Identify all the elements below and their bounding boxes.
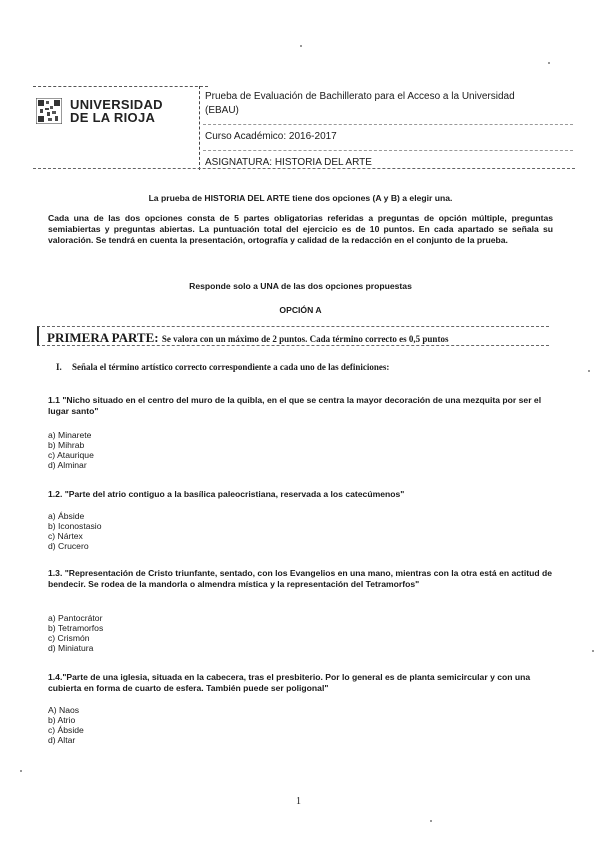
university-crest-icon	[36, 98, 62, 124]
exam-header	[33, 86, 575, 170]
university-name-line2: DE LA RIOJA	[70, 110, 156, 125]
question-1-2-options	[48, 511, 102, 551]
part-one-banner	[37, 326, 549, 346]
question-1-4-options	[48, 705, 84, 745]
option-item: d) Miniatura	[48, 643, 94, 653]
option-item: b) Mihrab	[48, 440, 85, 450]
option-item: d) Crucero	[48, 541, 89, 551]
option-item: A) Naos	[48, 705, 80, 715]
part-one-subtitle: Se valora con un máximo de 2 puntos. Cada término correcto es 0,5 puntos	[161, 334, 449, 344]
subject: ASIGNATURA: HISTORIA DEL ARTE	[205, 157, 372, 168]
university-name	[70, 98, 163, 124]
page-number: 1	[296, 796, 301, 807]
exam-title-line2: (EBAU)	[205, 105, 239, 116]
option-item: a) Pantocrátor	[48, 613, 103, 623]
option-item: c) Ataurique	[48, 450, 94, 460]
option-item: d) Alminar	[48, 460, 87, 470]
section-number: I.	[56, 362, 62, 372]
option-item: c) Crismón	[48, 633, 90, 643]
university-name-line1: UNIVERSIDAD	[70, 97, 163, 112]
option-item: c) Nártex	[48, 531, 83, 541]
scan-speck	[300, 45, 302, 47]
responde-instruction: Responde solo a UNA de las dos opciones propuestas	[189, 281, 412, 291]
question-1-4: 1.4."Parte de una iglesia, situada en la cabecera, tras el presbiterio. Por lo general es de planta semicircular y con una cubierta en forma de cuarto de esfera. También puede ser poligonal"	[48, 672, 531, 693]
exam-title-line1: Prueba de Evaluación de Bachillerato para el Acceso a la Universidad	[205, 91, 515, 102]
part-one-title: PRIMERA PARTE:	[47, 330, 159, 345]
scan-speck	[588, 370, 590, 372]
question-1-1-options	[48, 430, 94, 470]
part-one-heading	[47, 330, 448, 346]
section-instruction-text: Señala el término artístico correcto correspondiente a cada uno de las definiciones:	[72, 362, 390, 372]
option-heading: OPCIÓN A	[279, 305, 322, 315]
question-1-3: 1.3. "Representación de Cristo triunfante, sentado, con los Evangelios en una mano, mientras con la otra está en actitud de bendecir. Se rodea de la mandorla o almendra mística y la representación del Tetramorfos"	[48, 568, 553, 589]
question-1-2: 1.2. "Parte del atrio contiguo a la basílica paleocristiana, reservada a los catecúmenos"	[48, 489, 405, 499]
option-item: b) Iconostasio	[48, 521, 102, 531]
exam-info-divider	[203, 124, 573, 125]
option-item: c) Ábside	[48, 725, 84, 735]
intro-title: La prueba de HISTORIA DEL ARTE tiene dos opciones (A y B) a elegir una.	[148, 193, 453, 203]
intro-paragraph: Cada una de las dos opciones consta de 5 partes obligatorias referidas a preguntas de opción múltiple, preguntas semiabiertas y preguntas abiertas. La puntuación total del ejercicio es de 10 puntos. En cada apartado se señala su valoración. Se tendrá en cuenta la presentación, ortografía y calidad de la redacción en el conjunto de la prueba.	[48, 213, 553, 245]
header-top-divider	[33, 86, 208, 87]
question-1-3-options	[48, 613, 103, 653]
option-item: a) Ábside	[48, 511, 85, 521]
exam-info-divider	[203, 150, 573, 151]
scan-speck	[20, 770, 22, 772]
question-1-1: 1.1 "Nicho situado en el centro del muro de la quibla, en el que se centra la mayor decoración de una mezquita por ser el lugar santo"	[48, 395, 542, 416]
option-item: d) Altar	[48, 735, 76, 745]
academic-year: Curso Académico: 2016-2017	[205, 131, 337, 142]
option-item: b) Atrio	[48, 715, 76, 725]
scan-speck	[430, 820, 432, 822]
header-vertical-divider	[199, 86, 200, 170]
scan-speck	[592, 650, 594, 652]
scan-speck	[548, 62, 550, 64]
option-item: a) Minarete	[48, 430, 92, 440]
option-item: b) Tetramorfos	[48, 623, 104, 633]
university-logo	[36, 96, 176, 126]
section-instruction	[56, 362, 389, 372]
